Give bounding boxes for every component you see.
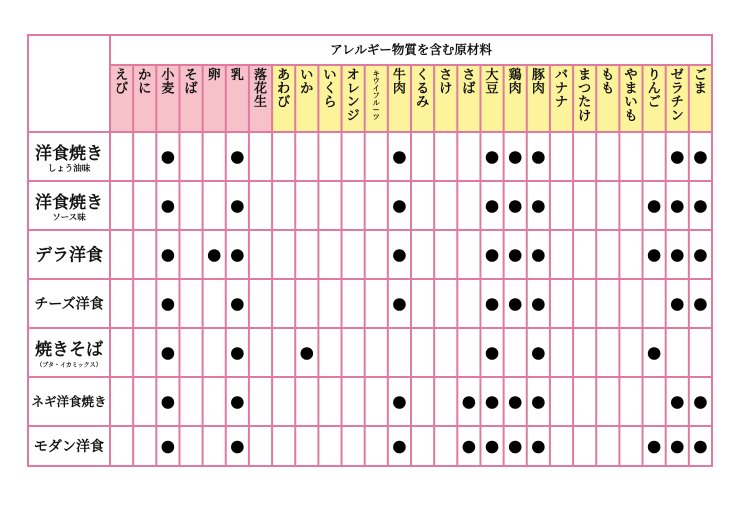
allergen-dot (671, 298, 684, 311)
allergen-dot (486, 151, 499, 164)
allergen-dot (486, 200, 499, 213)
column-label-char: く (323, 81, 337, 97)
allergen-dot (162, 347, 175, 360)
row-label: モダン洋食 (33, 439, 105, 456)
row-label: デラ洋食 (35, 245, 103, 266)
row-sublabel: （ブタ・イカミックス） (36, 362, 102, 369)
allergen-dot (231, 298, 244, 311)
column-label-char: ん (647, 81, 661, 97)
allergen-dot (532, 347, 545, 360)
allergen-dot (486, 347, 499, 360)
column-label-char: 肉 (531, 81, 545, 97)
allergen-dot (162, 200, 175, 213)
column-label-char: ゼ (670, 68, 684, 83)
column-label-char: ナ (554, 81, 569, 97)
allergen-dot (463, 396, 476, 409)
allergen-dot (208, 249, 221, 262)
column-label-char: ま (624, 81, 638, 97)
column-label-char: 大 (485, 68, 499, 83)
allergen-dot (671, 200, 684, 213)
column-label-char: ン (670, 108, 684, 124)
column-label-char: フ (372, 91, 380, 100)
column-label-char: キ (372, 70, 380, 78)
column-label-char: 花 (253, 81, 268, 97)
column-label-char: つ (578, 81, 592, 97)
allergen-dot (231, 441, 244, 454)
column-label-char: バ (554, 68, 569, 83)
column-label-char: ま (693, 81, 707, 97)
allergen-dot (162, 396, 175, 409)
allergen-dot (671, 441, 684, 454)
column-label-char: ジ (346, 108, 360, 124)
allergen-dot (694, 200, 707, 213)
allergen-dot (162, 441, 175, 454)
allergen-dot (231, 249, 244, 262)
column-label-char: 麦 (161, 81, 175, 97)
allergen-dot (393, 396, 406, 409)
column-label-char: ン (346, 95, 360, 111)
column-label-char: や (624, 68, 638, 83)
allergen-dot (231, 347, 244, 360)
column-label-char: レ (346, 81, 360, 97)
allergen-dot (509, 249, 522, 262)
column-label-char: も (601, 68, 615, 83)
row-label: 焼きそば (35, 340, 103, 360)
allergen-dot (393, 249, 406, 262)
column-label-char: け (578, 108, 592, 124)
column-label-char: さ (439, 68, 453, 83)
column-label-char: 落 (253, 68, 268, 83)
row-label: チーズ洋食 (34, 296, 104, 313)
row-label: 洋食焼き (35, 193, 103, 213)
allergen-dot (509, 151, 522, 164)
column-label-char: か (138, 68, 152, 83)
column-label-char: 小 (161, 68, 175, 83)
column-label-char: い (300, 68, 314, 83)
allergen-dot (648, 249, 661, 262)
column-label-char: も (624, 108, 638, 124)
column-label-char: く (416, 68, 430, 83)
column-label-char: チ (670, 95, 684, 111)
column-label-char: び (277, 95, 291, 111)
column-label-char: ご (693, 68, 707, 83)
column-label-char: ら (323, 95, 337, 111)
allergen-dot (532, 249, 545, 262)
row-sublabel: ソース味 (52, 213, 86, 223)
column-label-char: ま (578, 68, 592, 83)
column-label-char: ツ (372, 113, 380, 122)
allergen-dot (694, 396, 707, 409)
allergen-dot (393, 298, 406, 311)
row-sublabel: しょう油味 (47, 164, 91, 174)
column-label-char: え (115, 68, 129, 83)
column-label-char: た (578, 95, 592, 111)
allergen-dot (671, 249, 684, 262)
allergen-dot (486, 441, 499, 454)
allergen-dot (486, 249, 499, 262)
allergen-dot (509, 441, 522, 454)
column-label-char: る (416, 81, 430, 97)
column-label-char: イ (372, 84, 380, 93)
column-label-char: ば (462, 81, 476, 97)
allergen-dot (532, 298, 545, 311)
column-label-char: 豆 (485, 81, 499, 97)
allergen-dot (694, 441, 707, 454)
allergen-dot (509, 298, 522, 311)
column-label-char: 肉 (508, 81, 522, 97)
column-label-char: も (601, 81, 615, 97)
allergen-dot (231, 396, 244, 409)
allergen-dot (393, 200, 406, 213)
allergen-dot (694, 249, 707, 262)
allergen-dot (486, 298, 499, 311)
allergen-dot (648, 200, 661, 213)
column-label-char: い (624, 95, 638, 111)
column-label-char: ル (372, 98, 380, 107)
column-label-char: ご (647, 95, 661, 111)
allergen-dot (231, 151, 244, 164)
column-label-char: あ (277, 68, 291, 83)
column-label-char: ナ (554, 95, 569, 111)
allergen-dot (509, 396, 522, 409)
column-label-char: 卵 (207, 68, 221, 83)
allergen-dot (671, 396, 684, 409)
column-label-char: い (323, 68, 337, 83)
allergen-dot (648, 347, 661, 360)
column-label-char: 鶏 (508, 68, 522, 83)
column-label-char: 豚 (531, 68, 545, 83)
column-label-char: け (439, 81, 453, 97)
column-label-char: さ (462, 68, 476, 83)
allergen-dot (301, 347, 314, 360)
column-label-char: 牛 (392, 68, 406, 83)
allergen-dot (509, 200, 522, 213)
column-label-char: そ (184, 68, 198, 83)
row-label: 洋食焼き (35, 144, 103, 164)
column-label-char: か (300, 81, 314, 97)
allergen-dot (532, 151, 545, 164)
allergen-dot (671, 151, 684, 164)
row-label: ネギ洋食焼き (31, 394, 107, 409)
column-label-char: び (115, 81, 129, 97)
allergen-dot (648, 441, 661, 454)
column-label-char: 乳 (230, 68, 244, 83)
column-label-char: み (416, 95, 430, 111)
allergen-dot (393, 441, 406, 454)
column-label-char: わ (277, 81, 291, 97)
column-label-char: 生 (253, 95, 268, 111)
allergen-dot (393, 151, 406, 164)
allergen-dot (162, 151, 175, 164)
column-label-char: ウ (372, 77, 380, 86)
column-label-char: に (138, 81, 152, 97)
column-label-char: 肉 (392, 81, 406, 97)
allergen-dot (694, 151, 707, 164)
table-title-text: アレルギー物質を含む原材料 (330, 42, 492, 57)
column-label-char: オ (346, 68, 360, 83)
allergen-dot (162, 298, 175, 311)
column-label-char: ー (372, 106, 380, 114)
column-label-char: ば (184, 81, 198, 97)
allergen-dot (694, 298, 707, 311)
allergen-dot (532, 200, 545, 213)
allergen-dot (231, 200, 244, 213)
allergen-dot (162, 249, 175, 262)
allergen-dot (532, 441, 545, 454)
column-label-char: ラ (670, 81, 684, 97)
allergen-dot (463, 441, 476, 454)
allergen-dot (532, 396, 545, 409)
allergen-dot (486, 396, 499, 409)
column-label-char: り (647, 68, 661, 83)
